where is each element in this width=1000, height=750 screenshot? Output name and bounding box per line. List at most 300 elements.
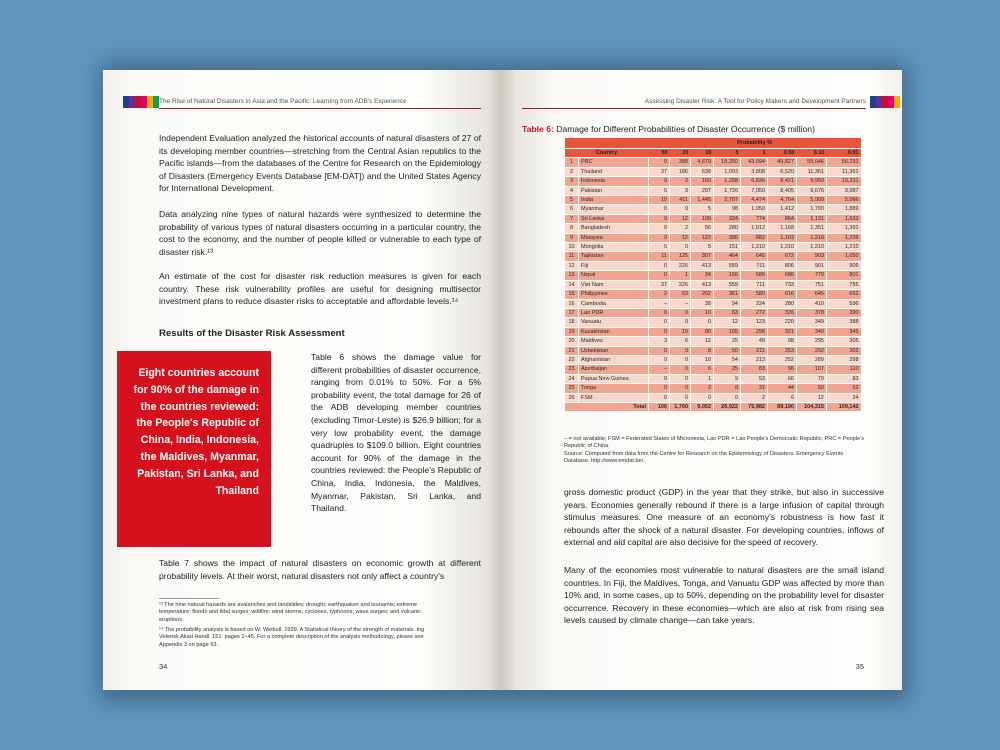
value-cell: 31 — [741, 384, 768, 393]
value-cell: 2 — [691, 384, 714, 393]
value-cell: 5 — [691, 243, 714, 252]
row-number: 19 — [565, 327, 579, 336]
row-number: 22 — [565, 355, 579, 364]
value-cell: 186 — [670, 167, 691, 176]
value-cell: 0 — [670, 318, 691, 327]
value-cell: – — [649, 299, 670, 308]
value-cell: 63 — [670, 290, 691, 299]
value-cell: 8 — [714, 384, 741, 393]
total-label: Total — [565, 402, 649, 411]
value-cell: 0 — [649, 327, 670, 336]
table-row — [565, 158, 861, 167]
value-cell: 1,790 — [797, 205, 827, 214]
value-cell: 1,050 — [741, 205, 768, 214]
value-cell: 0 — [649, 355, 670, 364]
value-cell: 1,391 — [827, 224, 861, 233]
country-cell: Maldives — [579, 337, 649, 346]
value-cell: 1,726 — [714, 186, 741, 195]
value-cell: 410 — [797, 299, 827, 308]
value-cell: 109 — [691, 214, 714, 223]
value-cell: 122 — [691, 233, 714, 242]
value-cell: 1 — [670, 271, 691, 280]
value-cell: 50 — [797, 384, 827, 393]
value-cell: 1,236 — [827, 233, 861, 242]
value-cell: 672 — [768, 252, 797, 261]
table-row — [565, 224, 861, 233]
value-cell: 123 — [741, 318, 768, 327]
row-number: 16 — [565, 299, 579, 308]
value-cell: 0 — [670, 365, 691, 374]
column-header: 5 — [714, 149, 741, 158]
table-row — [565, 271, 861, 280]
value-cell: 4,474 — [741, 196, 768, 205]
row-number: 2 — [565, 167, 579, 176]
value-cell: 326 — [768, 308, 797, 317]
country-cell: Indonesia — [579, 177, 649, 186]
total-cell: 9,052 — [691, 402, 714, 411]
value-cell: 1,351 — [797, 224, 827, 233]
value-cell: 413 — [691, 280, 714, 289]
country-cell: Tajikistan — [579, 252, 649, 261]
column-header: 0.10 — [797, 149, 827, 158]
table-row — [565, 384, 861, 393]
value-cell: 6,520 — [768, 167, 797, 176]
right-paragraph-2: Many of the economies most vulnerable to natural disasters are the small island countries. In Fiji, the Maldives, Tonga, and Vanuatu GDP was affected by more than 10% and, in some cases, up to 50%, depending on the probability level for disaster occurrence. Recovery in these economies—which are also at risk from rising sea levels caused by climate change—can take years. — [564, 565, 884, 626]
row-number: 12 — [565, 261, 579, 270]
value-cell: 83 — [827, 374, 861, 383]
value-cell: 0 — [670, 384, 691, 393]
value-cell: 378 — [797, 308, 827, 317]
value-cell: 0 — [670, 374, 691, 383]
country-cell: Nepal — [579, 271, 649, 280]
table-note-source: Source: Computed from data from the Centre for Research on the Epidemiology of Disasters. Emergency Events Database. http://www.emdat.be/. — [564, 451, 844, 465]
table-row — [565, 177, 861, 186]
value-cell: 56,293 — [827, 158, 861, 167]
value-cell: 0 — [670, 308, 691, 317]
total-cell: 100 — [649, 402, 670, 411]
country-cell: Vanuatu — [579, 318, 649, 327]
value-cell: 349 — [797, 318, 827, 327]
country-cell: Uzbekistan — [579, 346, 649, 355]
value-cell: 361 — [714, 290, 741, 299]
row-number: 23 — [565, 365, 579, 374]
table-row — [565, 252, 861, 261]
value-cell: 9,950 — [797, 177, 827, 186]
value-cell: 0 — [649, 205, 670, 214]
value-cell: 25 — [714, 337, 741, 346]
table-row — [565, 280, 861, 289]
value-cell: 19 — [670, 327, 691, 336]
value-cell: 66 — [768, 374, 797, 383]
value-cell: 38 — [691, 299, 714, 308]
value-cell: 7,050 — [741, 186, 768, 195]
table-caption — [522, 124, 815, 134]
total-cell: 89,190 — [768, 402, 797, 411]
value-cell: 1,050 — [827, 252, 861, 261]
table-row — [565, 374, 861, 383]
value-cell: 0 — [649, 393, 670, 402]
value-cell: 1,210 — [768, 243, 797, 252]
country-cell: Kazakhstan — [579, 327, 649, 336]
table-row — [565, 261, 861, 270]
paragraph-2: Data analyzing nine types of natural hazards were synthesized to determine the probability of various types of natural disasters occurring in a particular country, the cost to the economy, and the number of people killed or vulnerable to each type of disaster risk.¹³ — [159, 209, 481, 257]
country-cell: Cambodia — [579, 299, 649, 308]
value-cell: 1,210 — [741, 243, 768, 252]
value-cell: 413 — [691, 261, 714, 270]
value-cell: 779 — [797, 271, 827, 280]
value-cell: 6,836 — [741, 177, 768, 186]
value-cell: 8 — [691, 346, 714, 355]
value-cell: 44 — [768, 384, 797, 393]
value-cell: 0 — [649, 233, 670, 242]
table-row — [565, 327, 861, 336]
value-cell: 54 — [714, 355, 741, 364]
row-number: 7 — [565, 214, 579, 223]
country-cell: PRC — [579, 158, 649, 167]
value-cell: 2,707 — [714, 196, 741, 205]
value-cell: 50 — [714, 346, 741, 355]
table-row — [565, 214, 861, 223]
country-cell: Fiji — [579, 261, 649, 270]
value-cell: 906 — [827, 261, 861, 270]
right-paragraph-1: gross domestic product (GDP) in the year that they strike, but also in successive years. Economies generally rebound if there is a large infusion of capital through stimulus measures. One measure of an economy's robustness is how fast it rebounds after the shock of a natural disaster. For developing countries, inflows of external and aid capital are also decisive for the speed of recovery. — [564, 487, 884, 548]
section-heading: Results of the Disaster Risk Assessment — [159, 328, 345, 339]
total-cell: 75,982 — [741, 402, 768, 411]
value-cell: 0 — [649, 318, 670, 327]
value-cell: 903 — [797, 252, 827, 261]
column-header: 20 — [670, 149, 691, 158]
country-cell: Malaysia — [579, 233, 649, 242]
table-row — [565, 167, 861, 176]
value-cell: 652 — [827, 290, 861, 299]
value-cell: 0 — [649, 177, 670, 186]
table-note-abbreviations: – = not available; FSM = Federated States of Micronesia, Lao PDR = Lao People's Democratic Republic; PRC = People's Republic of China. — [564, 436, 865, 450]
value-cell: 79 — [797, 374, 827, 383]
row-number: 20 — [565, 337, 579, 346]
value-cell: 226 — [670, 280, 691, 289]
value-cell: 388 — [670, 158, 691, 167]
value-cell: 110 — [827, 365, 861, 374]
value-cell: 12 — [797, 393, 827, 402]
value-cell: 213 — [741, 355, 768, 364]
column-header: 10 — [691, 149, 714, 158]
value-cell: 224 — [741, 299, 768, 308]
value-cell: 6 — [691, 365, 714, 374]
value-cell: 0 — [649, 384, 670, 393]
value-cell: 18,250 — [714, 158, 741, 167]
page-number-right: 35 — [855, 662, 864, 671]
value-cell: 0 — [649, 374, 670, 383]
paragraph-3: An estimate of the cost for disaster risk reduction measures is given for each country. These risk vulnerability profiles are useful for designing multisector investment plans to reduce disaster risks to acceptable and affordable levels.¹⁴ — [159, 271, 481, 307]
value-cell: 63 — [714, 308, 741, 317]
left-header-rule — [159, 108, 481, 109]
value-cell: 3 — [649, 337, 670, 346]
column-header: 1 — [741, 149, 768, 158]
value-cell: 37 — [649, 280, 670, 289]
value-cell: 220 — [768, 318, 797, 327]
value-cell: 8,421 — [768, 177, 797, 186]
total-cell: 109,142 — [827, 402, 861, 411]
value-cell: 1,210 — [797, 233, 827, 242]
value-cell: 2 — [670, 177, 691, 186]
value-cell: 0 — [691, 318, 714, 327]
value-cell: 10 — [649, 196, 670, 205]
value-cell: 280 — [714, 224, 741, 233]
row-number: 4 — [565, 186, 579, 195]
value-cell: 464 — [714, 252, 741, 261]
value-cell: 0 — [670, 205, 691, 214]
value-cell: 151 — [714, 243, 741, 252]
value-cell: 321 — [768, 327, 797, 336]
value-cell: 1,012 — [741, 224, 768, 233]
value-cell: 94 — [714, 299, 741, 308]
value-cell: 0 — [649, 308, 670, 317]
right-header-rule — [522, 108, 866, 109]
value-cell: 55,046 — [797, 158, 827, 167]
value-cell: 202 — [691, 290, 714, 299]
country-cell: Tonga — [579, 384, 649, 393]
value-cell: 1,168 — [768, 224, 797, 233]
value-cell: 0 — [670, 243, 691, 252]
value-cell: 2 — [670, 224, 691, 233]
footnote-13: ¹³ The nine natural hazards are avalanches and landslides; drought; earthquakes and tsunamis; extreme temperature; floods and tidal surges; wildfire; wind storms, cyclones, typhoons; wave surges; and volcanic eruptions. — [159, 602, 422, 623]
value-cell: 0 — [649, 214, 670, 223]
table-row — [565, 337, 861, 346]
value-cell: 12 — [714, 318, 741, 327]
value-cell: 9,676 — [797, 186, 827, 195]
value-cell: 616 — [768, 290, 797, 299]
country-cell: Sri Lanka — [579, 214, 649, 223]
value-cell: 11,361 — [827, 167, 861, 176]
value-cell: 297 — [691, 186, 714, 195]
value-cell: 4,764 — [768, 196, 797, 205]
value-cell: 386 — [714, 233, 741, 242]
value-cell: 711 — [741, 261, 768, 270]
value-cell: 9,987 — [827, 186, 861, 195]
color-strip-right — [870, 96, 900, 108]
row-number: 6 — [565, 205, 579, 214]
value-cell: 901 — [797, 261, 827, 270]
country-cell: Philippines — [579, 290, 649, 299]
table-label: Table 6: — [522, 124, 554, 134]
value-cell: 1,210 — [827, 243, 861, 252]
row-number: 13 — [565, 271, 579, 280]
column-header: 0.50 — [768, 149, 797, 158]
table-caption-text: Damage for Different Probabilities of Disaster Occurrence ($ million) — [556, 124, 815, 134]
value-cell: 4,679 — [691, 158, 714, 167]
table-row — [565, 308, 861, 317]
country-cell: Bangladesh — [579, 224, 649, 233]
footnote-rule — [159, 598, 219, 599]
value-cell: 6 — [670, 337, 691, 346]
value-cell: 11 — [649, 252, 670, 261]
value-cell: 1,093 — [714, 167, 741, 176]
value-cell: 8,405 — [768, 186, 797, 195]
value-cell: 586 — [741, 271, 768, 280]
value-cell: 5 — [691, 205, 714, 214]
value-cell: 43,994 — [741, 158, 768, 167]
country-cell: Lao PDR — [579, 308, 649, 317]
value-cell: 1,445 — [691, 196, 714, 205]
value-cell: 711 — [741, 280, 768, 289]
total-cell: 1,700 — [670, 402, 691, 411]
table-row — [565, 365, 861, 374]
table-row — [565, 243, 861, 252]
row-number: 25 — [565, 384, 579, 393]
row-number: 9 — [565, 233, 579, 242]
value-cell: 340 — [797, 327, 827, 336]
value-cell: 559 — [714, 280, 741, 289]
value-cell: – — [649, 365, 670, 374]
country-cell: Azerbaijan — [579, 365, 649, 374]
value-cell: 53 — [741, 374, 768, 383]
country-column-header: Country — [565, 149, 649, 158]
value-cell: 411 — [670, 196, 691, 205]
row-number: 24 — [565, 374, 579, 383]
value-cell: 774 — [741, 214, 768, 223]
left-page — [103, 70, 500, 690]
value-cell: 25 — [714, 365, 741, 374]
country-cell: Pakistan — [579, 186, 649, 195]
value-cell: 107 — [797, 365, 827, 374]
table-row — [565, 318, 861, 327]
pull-quote-text: Eight countries account for 90% of the damage in the countries reviewed: the People's Republic of China, India, Indonesia, the Maldives, Myanmar, Pakistan, Sri Lanka, and Thailand — [133, 367, 259, 497]
value-cell: 1,210 — [797, 243, 827, 252]
table-row — [565, 290, 861, 299]
value-cell: 3,808 — [741, 167, 768, 176]
value-cell: 751 — [797, 280, 827, 289]
total-row — [565, 402, 861, 411]
table6-description: Table 6 shows the damage value for different probabilities of disaster occurrence, ranging from 0.01% to 50%. For a 5% probability event, the total damage for 26 of the ADB developing member countries (excluding Timor-Leste) is $26.9 billion; for a very low probability event, the damage quadruples to $109.0 billion. Eight countries account for 90% of the damage in the countries reviewed: the People's Republic of China, India, Indonesia, the Maldives, Myanmar, Pakistan, Sri Lanka, and Thailand. — [311, 352, 481, 514]
right-page — [500, 70, 902, 690]
table-body — [565, 158, 861, 403]
color-strip-left — [123, 96, 159, 108]
value-cell: 12 — [670, 214, 691, 223]
value-cell: 0 — [649, 346, 670, 355]
value-cell: 12 — [670, 233, 691, 242]
value-cell: 83 — [741, 365, 768, 374]
country-cell: Myanmar — [579, 205, 649, 214]
value-cell: 0 — [670, 346, 691, 355]
row-number: 18 — [565, 318, 579, 327]
value-cell: 165 — [714, 327, 741, 336]
value-cell: 160 — [691, 177, 714, 186]
value-cell: 0 — [649, 271, 670, 280]
value-cell: 596 — [827, 299, 861, 308]
country-cell: Afghanistan — [579, 355, 649, 364]
value-cell: 1,889 — [827, 205, 861, 214]
row-number: 14 — [565, 280, 579, 289]
country-cell: Mongolia — [579, 243, 649, 252]
table-row — [565, 233, 861, 242]
row-number: 3 — [565, 177, 579, 186]
column-header: 0.01 — [827, 149, 861, 158]
left-running-header: The Rise of Natural Disasters in Asia and the Pacific: Learning from ADB's Experience — [159, 98, 407, 105]
paragraph-1: Independent Evaluation analyzed the historical accounts of natural disasters of 27 of its developing member countries—stretching from the Central Asian republics to the Pacific islands—from the databases of the Centre for Research on the Epidemiology of Disasters (Emergency Events Database [EM-DAT]) and the United States Agency for International Development. — [159, 133, 481, 194]
value-cell: 49,827 — [768, 158, 797, 167]
value-cell: 0 — [649, 158, 670, 167]
value-cell: 580 — [741, 290, 768, 299]
value-cell: 882 — [741, 233, 768, 242]
value-cell: 211 — [741, 346, 768, 355]
value-cell: 307 — [691, 252, 714, 261]
row-number: 26 — [565, 393, 579, 402]
value-cell: 12 — [691, 337, 714, 346]
value-cell: 733 — [768, 280, 797, 289]
value-cell: 302 — [827, 346, 861, 355]
value-cell: 559 — [714, 261, 741, 270]
damage-table — [564, 138, 861, 412]
table-corner — [565, 138, 649, 149]
value-cell: 9 — [670, 186, 691, 195]
right-running-header: Assessing Disaster Risk: A Tool for Policy Makers and Development Partners — [644, 98, 866, 105]
value-cell: 324 — [714, 214, 741, 223]
value-cell: 0 — [649, 224, 670, 233]
value-cell: 11,361 — [797, 167, 827, 176]
value-cell: 10,331 — [827, 177, 861, 186]
value-cell: 10 — [691, 308, 714, 317]
value-cell: 388 — [827, 318, 861, 327]
row-number: 21 — [565, 346, 579, 355]
value-cell: 645 — [741, 252, 768, 261]
value-cell: 292 — [797, 346, 827, 355]
row-number: 1 — [565, 158, 579, 167]
footnote-14: ¹⁴ The probability analysis is based on W. Weibull. 1939. A Statistical theory of the strength of materials. Ing Vetensk Akad Handl. 151: pages 1–45. For a complete description of the analysis methodology, please see Appendix 3 on page 63. — [159, 627, 425, 648]
value-cell: 37 — [649, 167, 670, 176]
value-cell: 0 — [649, 186, 670, 195]
value-cell: 252 — [768, 355, 797, 364]
value-cell: 1,633 — [827, 214, 861, 223]
value-cell: 253 — [768, 346, 797, 355]
paragraph-table7: Table 7 shows the impact of natural disasters on economic growth at different probability levels. At their worst, natural disasters not only affect a country's — [159, 558, 481, 581]
table-row — [565, 346, 861, 355]
value-cell: 6 — [768, 393, 797, 402]
value-cell: 295 — [797, 337, 827, 346]
value-cell: – — [670, 299, 691, 308]
table-row — [565, 393, 861, 402]
value-cell: 0 — [691, 393, 714, 402]
value-cell: 98 — [714, 205, 741, 214]
value-cell: 1,288 — [714, 177, 741, 186]
country-cell: Papua New Guinea — [579, 374, 649, 383]
value-cell: 1,131 — [797, 214, 827, 223]
value-cell: 0 — [670, 393, 691, 402]
page-number-left: 34 — [159, 662, 168, 671]
value-cell: 390 — [827, 308, 861, 317]
column-header: 50 — [649, 149, 670, 158]
value-cell: 0 — [714, 393, 741, 402]
pull-quote-box — [117, 351, 271, 547]
row-number: 17 — [565, 308, 579, 317]
value-cell: 801 — [827, 271, 861, 280]
total-cell: 104,315 — [797, 402, 827, 411]
value-cell: 806 — [768, 261, 797, 270]
value-cell: 272 — [741, 308, 768, 317]
row-number: 5 — [565, 196, 579, 205]
country-cell: Viet Nam — [579, 280, 649, 289]
table-row — [565, 299, 861, 308]
value-cell: 2 — [741, 393, 768, 402]
value-cell: 24 — [827, 393, 861, 402]
value-cell: 226 — [670, 261, 691, 270]
probability-group-header: Probability % — [649, 138, 861, 149]
value-cell: 0 — [649, 243, 670, 252]
value-cell: 1 — [691, 374, 714, 383]
value-cell: 5,066 — [827, 196, 861, 205]
row-number: 10 — [565, 243, 579, 252]
value-cell: 10 — [691, 355, 714, 364]
table-row — [565, 355, 861, 364]
